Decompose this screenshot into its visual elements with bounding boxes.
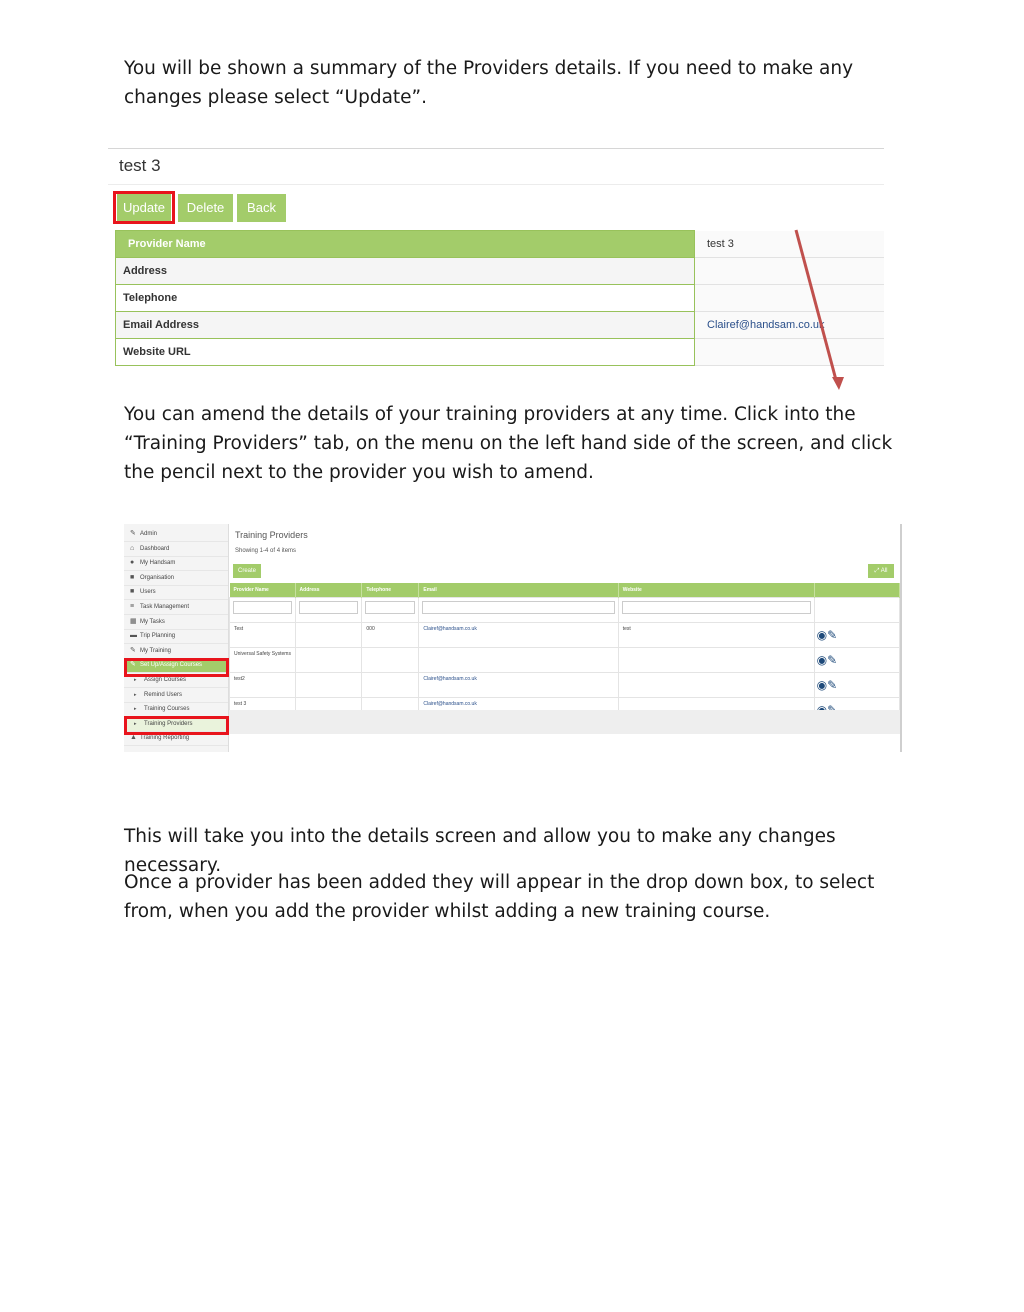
- showing-count: Showing 1-4 of 4 items: [235, 548, 297, 554]
- row-actions: [814, 673, 899, 698]
- sidebar-item-label: Users: [140, 589, 156, 596]
- caret-icon: ▸: [134, 691, 137, 698]
- sidebar-item-label: Organisation: [140, 574, 175, 581]
- delete-button[interactable]: Delete: [178, 194, 233, 222]
- filter-row: [230, 598, 900, 623]
- sidebar-item-dashboard[interactable]: [124, 542, 228, 557]
- sidebar-item-training-courses[interactable]: [124, 702, 228, 717]
- table-row: [230, 673, 900, 698]
- actions-header: [814, 583, 899, 598]
- cell-telephone: [362, 648, 419, 673]
- all-button-label: All: [880, 568, 888, 574]
- car-icon: ▬: [130, 632, 137, 640]
- update-button[interactable]: Update: [117, 194, 171, 222]
- sidebar-item-label: My Training: [140, 647, 172, 654]
- detail-label: Telephone: [116, 285, 695, 312]
- provider-title: test 3: [119, 156, 161, 175]
- column-header[interactable]: Provider Name: [230, 583, 296, 598]
- amend-paragraph: You can amend the details of your training providers at any time. Click into the “Training Providers” tab, on the menu on the left hand side of the screen, and click the pencil next to the provider you wish to amend.: [124, 404, 893, 483]
- cell-website: [618, 673, 814, 698]
- sidebar-item-admin[interactable]: [124, 527, 228, 542]
- training-providers-screenshot: [124, 524, 902, 752]
- cell-email[interactable]: [419, 648, 618, 673]
- provider-summary-screenshot: [108, 148, 884, 376]
- list-icon: ≡: [130, 603, 135, 610]
- row-actions: [814, 623, 899, 648]
- dropdown-paragraph: Once a provider has been added they will appear in the drop down box, to select from, when you add the provider whilst adding a new training course.: [124, 872, 875, 922]
- sidebar-item-organisation[interactable]: [124, 571, 228, 586]
- cell-email[interactable]: Clairef@handsam.co.uk: [419, 623, 618, 648]
- column-header[interactable]: Website: [618, 583, 814, 598]
- calendar-icon: ▦: [130, 617, 137, 625]
- sidebar-item-label: Training Courses: [144, 706, 190, 713]
- filter-input[interactable]: [233, 601, 292, 614]
- cell-website: [618, 648, 814, 673]
- sidebar-item-label: Assign Courses: [144, 677, 187, 683]
- view-eye-icon[interactable]: ◉: [816, 677, 828, 692]
- column-header[interactable]: Address: [295, 583, 362, 598]
- detail-label: Website URL: [116, 339, 695, 366]
- filter-cell: [618, 598, 814, 623]
- cell-name: Universal Safety Systems: [230, 648, 296, 673]
- cell-website: test: [618, 623, 814, 648]
- sidebar-item-label: Trip Planning: [140, 633, 176, 640]
- caret-icon: ▸: [134, 706, 137, 713]
- cell-address: [295, 648, 362, 673]
- cell-name: test 3: [230, 698, 296, 723]
- sidebar-item-label: Task Management: [140, 604, 190, 610]
- briefcase-icon: ■: [130, 588, 135, 596]
- setup-courses-highlight-box: [124, 658, 229, 677]
- cell-email[interactable]: Clairef@handsam.co.uk: [419, 673, 618, 698]
- cell-address: [295, 673, 362, 698]
- detail-label: Address: [116, 258, 695, 285]
- sidebar-item-label: Training Reporting: [140, 735, 190, 742]
- main-content: [229, 524, 900, 752]
- edit-pencil-icon[interactable]: ✎: [827, 652, 838, 667]
- filter-cell: [362, 598, 419, 623]
- sidebar-item-label: Admin: [140, 531, 158, 537]
- details-paragraph: This will take you into the details screen and allow you to make any changes necessary.: [124, 826, 836, 876]
- chart-icon: ▲: [130, 734, 137, 742]
- cell-telephone: 000: [362, 623, 419, 648]
- view-eye-icon[interactable]: ◉: [816, 627, 828, 642]
- filter-cell: [230, 598, 296, 623]
- cell-email[interactable]: Clairef@handsam.co.uk: [419, 698, 618, 723]
- cell-name: test2: [230, 673, 296, 698]
- sidebar-item-remind-users[interactable]: [124, 688, 228, 703]
- row-actions: [814, 648, 899, 673]
- sidebar-item-my-training[interactable]: [124, 644, 228, 659]
- expand-icon: ⤢: [874, 568, 881, 574]
- detail-value[interactable]: Clairef@handsam.co.uk: [695, 312, 885, 339]
- filter-cell: [419, 598, 618, 623]
- filter-input[interactable]: [299, 601, 359, 614]
- user-icon: ●: [130, 559, 135, 567]
- red-arrow-icon: [108, 148, 884, 393]
- filter-cell: [295, 598, 362, 623]
- detail-value: test 3: [695, 231, 885, 258]
- filter-input[interactable]: [622, 601, 811, 614]
- table-row: [230, 648, 900, 673]
- sidebar-item-label: Dashboard: [140, 545, 170, 552]
- training-providers-highlight-box: [124, 716, 229, 735]
- sidebar-item-label: My Handsam: [140, 560, 176, 567]
- wrench-icon: ✎: [130, 530, 136, 537]
- cell-name: Test: [230, 623, 296, 648]
- briefcase-icon: ■: [130, 573, 135, 581]
- intro-paragraph: You will be shown a summary of the Providers details. If you need to make any changes please select “Update”.: [124, 58, 854, 108]
- cell-telephone: [362, 673, 419, 698]
- sidebar-item-my-handsam[interactable]: [124, 556, 228, 571]
- view-eye-icon[interactable]: ◉: [816, 652, 828, 667]
- detail-label: Provider Name: [116, 231, 695, 258]
- pencil-icon: ✎: [130, 646, 136, 654]
- caret-icon: ▸: [134, 720, 137, 727]
- sidebar-item-label: Training Providers: [144, 720, 193, 727]
- filter-input[interactable]: [422, 601, 614, 614]
- page-title: Training Providers: [235, 530, 308, 540]
- filter-input[interactable]: [365, 601, 415, 614]
- sidebar-item-users[interactable]: [124, 585, 228, 600]
- column-header[interactable]: Email: [419, 583, 618, 598]
- providers-table: [229, 583, 900, 723]
- detail-label: Email Address: [116, 312, 695, 339]
- cell-address: [295, 623, 362, 648]
- table-row: [230, 623, 900, 648]
- edit-pencil-icon[interactable]: ✎: [827, 627, 838, 642]
- sidebar-item-label: Remind Users: [144, 691, 183, 698]
- caret-icon: ▸: [134, 677, 137, 683]
- sidebar-item-trip-planning[interactable]: [124, 629, 228, 644]
- home-icon: ⌂: [130, 544, 135, 552]
- filter-cell: [814, 598, 899, 623]
- sidebar-item-label: Set Up/Assign Courses: [140, 662, 203, 669]
- edit-icon: ✎: [130, 661, 136, 669]
- column-header[interactable]: Telephone: [362, 583, 419, 598]
- back-button[interactable]: Back: [237, 194, 286, 222]
- edit-pencil-icon[interactable]: ✎: [827, 677, 838, 692]
- sidebar-item-my-tasks[interactable]: [124, 615, 228, 630]
- create-button[interactable]: Create: [233, 564, 261, 578]
- sidebar-item-task-management[interactable]: [124, 600, 228, 615]
- table-footer: [229, 710, 900, 734]
- all-button[interactable]: [868, 564, 894, 578]
- sidebar-item-label: My Tasks: [140, 618, 165, 625]
